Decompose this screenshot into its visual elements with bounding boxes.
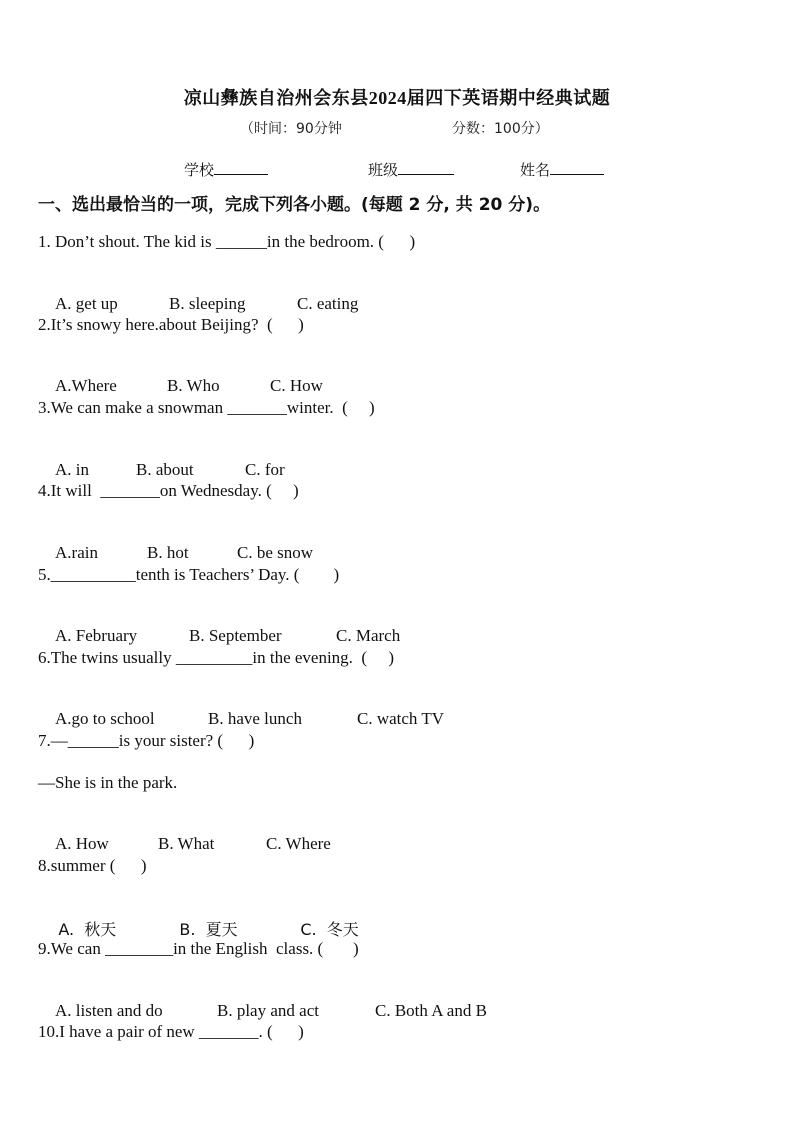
section-heading: 一、选出最恰当的一项，完成下列各小题。(每题 2 分, 共 20 分)。	[38, 195, 551, 215]
question-stem: 5.__________tenth is Teachers’ Day. ( )	[38, 565, 340, 584]
option-b: B. Who	[167, 376, 220, 395]
option-a: A. listen and do	[55, 1001, 163, 1020]
option-a: A. in	[55, 460, 89, 479]
exam-time: （时间：90分钟	[240, 121, 342, 137]
question-stem: 3.We can make a snowman _______winter. ( )	[38, 398, 375, 417]
option-b: B. about	[136, 460, 194, 479]
option-a: A. February	[55, 626, 138, 645]
exam-score: 分数：100分）	[452, 121, 549, 137]
question-stem: 7.—______is your sister? ( )	[38, 731, 255, 750]
page-title: 凉山彝族自治州会东县2024届四下英语期中经典试题	[183, 88, 611, 108]
option-a: A. How	[55, 834, 109, 853]
option-a: A. get up	[55, 294, 118, 313]
option-b: B. What	[158, 834, 215, 853]
name-field	[520, 159, 604, 180]
option-c: C. be snow	[237, 543, 314, 562]
option-c: C. 冬天	[300, 920, 359, 939]
option-b: B. 夏天	[179, 920, 238, 939]
option-b: B. sleeping	[169, 294, 246, 313]
question-sub-line: —She is in the park.	[38, 773, 178, 792]
school-label: 学校	[184, 161, 215, 179]
option-c: C. watch TV	[357, 709, 445, 728]
option-b: B. play and act	[217, 1001, 319, 1020]
option-a: A.rain	[55, 543, 98, 562]
option-a: A.go to school	[55, 709, 155, 728]
school-field	[184, 159, 268, 180]
question-stem: 2.It’s snowy here.about Beijing? ( )	[38, 315, 304, 334]
option-b: B. have lunch	[208, 709, 302, 728]
class-field	[368, 159, 454, 180]
name-blank	[550, 159, 604, 175]
class-blank	[398, 159, 454, 175]
option-c: C. eating	[297, 294, 359, 313]
question-stem: 9.We can ________in the English class. ( )	[38, 939, 359, 958]
option-b: B. hot	[147, 543, 189, 562]
question-stem: 6.The twins usually _________in the evening. ( )	[38, 648, 395, 667]
class-label: 班级	[368, 161, 399, 179]
option-a: A.Where	[55, 376, 117, 395]
question-stem: 10.I have a pair of new _______. ( )	[38, 1022, 304, 1041]
question-stem: 1. Don’t shout. The kid is ______in the bedroom. ( )	[38, 232, 416, 251]
option-a: A. 秋天	[58, 920, 117, 939]
option-c: C. How	[270, 376, 323, 395]
school-blank	[214, 159, 268, 175]
name-label: 姓名	[520, 161, 551, 179]
option-c: C. March	[336, 626, 401, 645]
question-stem: 4.It will _______on Wednesday. ( )	[38, 481, 299, 500]
question-stem: 8.summer ( )	[38, 856, 147, 875]
option-b: B. September	[189, 626, 282, 645]
option-c: C. Where	[266, 834, 331, 853]
option-c: C. Both A and B	[375, 1001, 487, 1020]
option-c: C. for	[245, 460, 285, 479]
